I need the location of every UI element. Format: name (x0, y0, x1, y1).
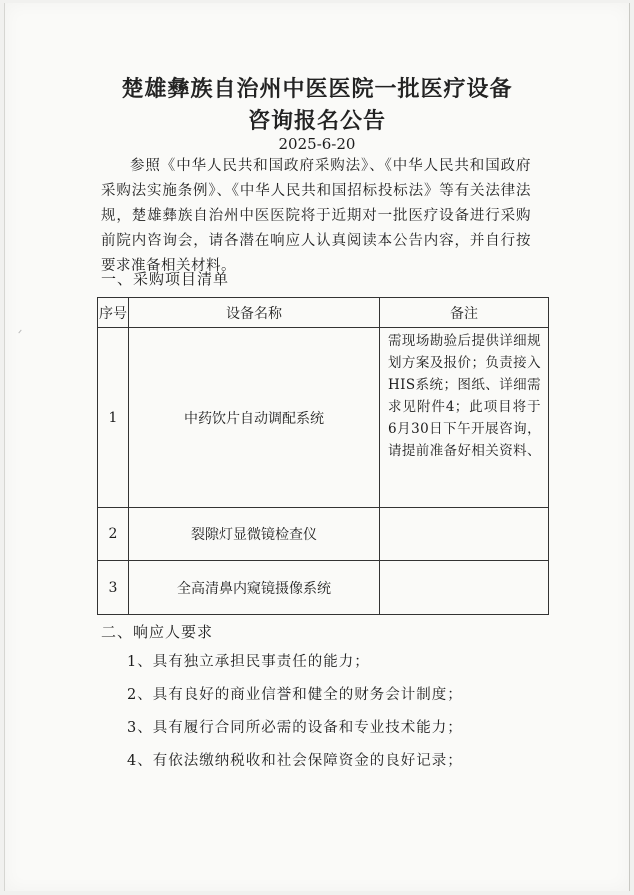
row-note: 需现场勘验后提供详细规划方案及报价；负责接入HIS系统；图纸、详细需求见附件4；此项目将于6月30日下午开展咨询，请提前准备好相关资料、 (380, 328, 549, 508)
intro-paragraph: 参照《中华人民共和国政府采购法》、《中华人民共和国政府采购法实施条例》、《中华人民共和国招标投标法》等有关法律法规，楚雄彝族自治州中医医院将于近期对一批医疗设备进行采购前院内咨询会，请各潜在响应人认真阅读本公告内容，并自行按要求准备相关材料。 (101, 158, 531, 274)
requirement-item: 1、具有独立承担民事责任的能力； (127, 654, 370, 670)
row-name: 全高清鼻内窥镜摄像系统 (129, 561, 380, 615)
table-row (98, 328, 549, 508)
document-date: 2025-6-20 (278, 135, 356, 153)
header-name: 设备名称 (129, 298, 380, 328)
row-name: 裂隙灯显微镜检查仪 (129, 508, 380, 561)
table-header-row (98, 298, 549, 328)
header-note: 备注 (380, 298, 549, 328)
section2-heading: 二、响应人要求 (101, 623, 214, 641)
procurement-table (97, 297, 549, 615)
requirement-item: 3、具有履行合同所必需的设备和专业技术能力； (127, 720, 463, 736)
table-row (98, 508, 549, 561)
requirement-item: 4、有依法缴纳税收和社会保障资金的良好记录； (127, 753, 463, 769)
document-title-line2: 咨询报名公告 (247, 109, 386, 134)
row-no: 3 (98, 561, 129, 615)
requirement-item: 2、具有良好的商业信誉和健全的财务会计制度； (127, 687, 463, 703)
row-note (380, 561, 549, 615)
table-row (98, 561, 549, 615)
document-title-line1: 楚雄彝族自治州中医医院一批医疗设备 (121, 77, 513, 102)
row-no: 2 (98, 508, 129, 561)
header-no: 序号 (98, 298, 129, 328)
row-note (380, 508, 549, 561)
section1-heading: 一、采购项目清单 (101, 270, 230, 288)
row-no: 1 (98, 328, 129, 508)
row-name: 中药饮片自动调配系统 (129, 328, 380, 508)
